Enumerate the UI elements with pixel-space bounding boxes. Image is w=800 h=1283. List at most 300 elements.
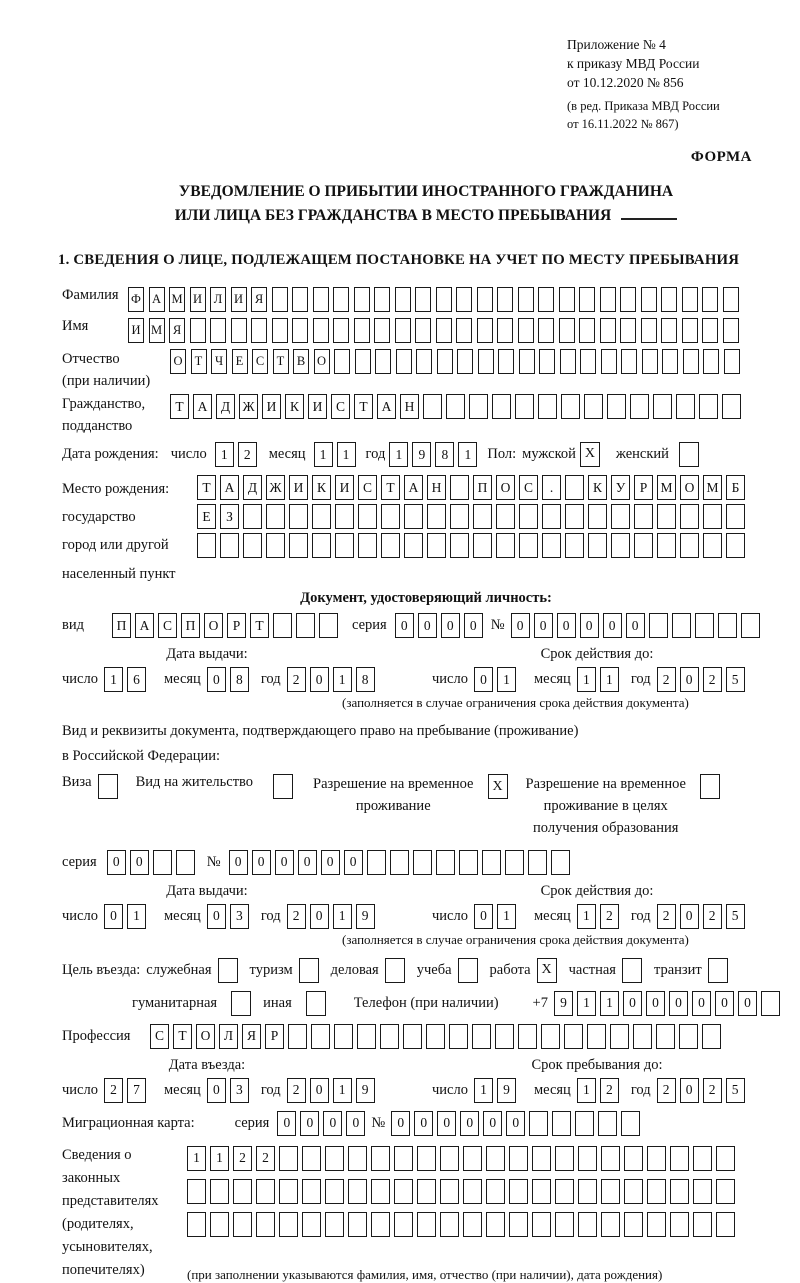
char-box[interactable]: 1: [104, 667, 123, 692]
char-box[interactable]: [542, 533, 561, 558]
char-box[interactable]: [395, 318, 411, 343]
char-box[interactable]: [348, 1146, 367, 1171]
char-box[interactable]: [272, 318, 288, 343]
char-box[interactable]: [358, 504, 377, 529]
char-box[interactable]: [289, 504, 308, 529]
identity-doc-series-field[interactable]: [395, 613, 487, 638]
char-box[interactable]: [542, 504, 561, 529]
char-box[interactable]: 0: [346, 1111, 365, 1136]
purpose-official-checkbox[interactable]: [218, 958, 238, 983]
char-box[interactable]: 0: [207, 667, 226, 692]
char-box[interactable]: [302, 1179, 321, 1204]
char-box[interactable]: [699, 394, 718, 419]
purpose-tourism-checkbox[interactable]: [299, 958, 319, 983]
char-box[interactable]: [279, 1212, 298, 1237]
char-box[interactable]: [647, 1179, 666, 1204]
char-box[interactable]: [679, 1024, 698, 1049]
char-box[interactable]: [473, 533, 492, 558]
char-box[interactable]: [273, 613, 292, 638]
char-box[interactable]: [624, 1179, 643, 1204]
char-box[interactable]: [302, 1212, 321, 1237]
char-box[interactable]: 0: [418, 613, 437, 638]
char-box[interactable]: Н: [427, 475, 446, 500]
char-box[interactable]: 5: [726, 904, 745, 929]
char-box[interactable]: [726, 533, 745, 558]
char-box[interactable]: Ж: [266, 475, 285, 500]
char-box[interactable]: [579, 318, 595, 343]
char-box[interactable]: 0: [107, 850, 126, 875]
char-box[interactable]: [741, 613, 760, 638]
char-box[interactable]: [266, 504, 285, 529]
char-box[interactable]: О: [314, 349, 330, 374]
purpose-work-checkbox[interactable]: X: [537, 958, 557, 983]
char-box[interactable]: 0: [321, 850, 340, 875]
char-box[interactable]: 3: [230, 904, 249, 929]
char-box[interactable]: [374, 318, 390, 343]
char-box[interactable]: [641, 318, 657, 343]
patronymic-field[interactable]: [170, 349, 744, 374]
char-box[interactable]: [423, 394, 442, 419]
representatives-field-line3[interactable]: [187, 1212, 739, 1237]
char-box[interactable]: Т: [197, 475, 216, 500]
char-box[interactable]: 0: [277, 1111, 296, 1136]
char-box[interactable]: 0: [474, 904, 493, 929]
char-box[interactable]: 0: [580, 613, 599, 638]
birth-day-field[interactable]: [215, 442, 261, 467]
char-box[interactable]: Л: [210, 287, 226, 312]
char-box[interactable]: 1: [215, 442, 234, 467]
char-box[interactable]: [381, 504, 400, 529]
char-box[interactable]: А: [193, 394, 212, 419]
char-box[interactable]: И: [190, 287, 206, 312]
char-box[interactable]: [693, 1212, 712, 1237]
char-box[interactable]: 7: [127, 1078, 146, 1103]
char-box[interactable]: [647, 1146, 666, 1171]
char-box[interactable]: М: [657, 475, 676, 500]
stay-issue-month[interactable]: [207, 904, 253, 929]
identity-doc-type-field[interactable]: [112, 613, 342, 638]
char-box[interactable]: [724, 349, 740, 374]
char-box[interactable]: 2: [703, 1078, 722, 1103]
char-box[interactable]: [497, 287, 513, 312]
char-box[interactable]: 0: [474, 667, 493, 692]
char-box[interactable]: Я: [242, 1024, 261, 1049]
char-box[interactable]: [292, 287, 308, 312]
char-box[interactable]: [693, 1179, 712, 1204]
char-box[interactable]: 0: [680, 904, 699, 929]
char-box[interactable]: [657, 504, 676, 529]
char-box[interactable]: [355, 349, 371, 374]
sex-female-checkbox[interactable]: [679, 442, 699, 467]
char-box[interactable]: [296, 613, 315, 638]
char-box[interactable]: [702, 318, 718, 343]
char-box[interactable]: [519, 533, 538, 558]
char-box[interactable]: [723, 318, 739, 343]
char-box[interactable]: С: [150, 1024, 169, 1049]
char-box[interactable]: [459, 850, 478, 875]
char-box[interactable]: [661, 287, 677, 312]
char-box[interactable]: [367, 850, 386, 875]
char-box[interactable]: 0: [623, 991, 642, 1016]
char-box[interactable]: [620, 287, 636, 312]
char-box[interactable]: [335, 504, 354, 529]
char-box[interactable]: [472, 1024, 491, 1049]
char-box[interactable]: [561, 394, 580, 419]
char-box[interactable]: 9: [356, 904, 375, 929]
surname-field[interactable]: [128, 287, 743, 312]
char-box[interactable]: [518, 287, 534, 312]
char-box[interactable]: С: [358, 475, 377, 500]
char-box[interactable]: [456, 318, 472, 343]
char-box[interactable]: [559, 318, 575, 343]
char-box[interactable]: [600, 318, 616, 343]
char-box[interactable]: [477, 287, 493, 312]
char-box[interactable]: [210, 1179, 229, 1204]
stay-issue-day[interactable]: [104, 904, 150, 929]
visa-checkbox[interactable]: [98, 774, 118, 799]
char-box[interactable]: [394, 1146, 413, 1171]
char-box[interactable]: [396, 349, 412, 374]
char-box[interactable]: [415, 318, 431, 343]
char-box[interactable]: [450, 475, 469, 500]
entry-year[interactable]: [287, 1078, 379, 1103]
char-box[interactable]: И: [308, 394, 327, 419]
char-box[interactable]: 0: [310, 904, 329, 929]
char-box[interactable]: И: [335, 475, 354, 500]
char-box[interactable]: [680, 533, 699, 558]
char-box[interactable]: 0: [460, 1111, 479, 1136]
char-box[interactable]: П: [181, 613, 200, 638]
char-box[interactable]: [187, 1179, 206, 1204]
char-box[interactable]: [519, 504, 538, 529]
char-box[interactable]: Ч: [211, 349, 227, 374]
char-box[interactable]: [653, 394, 672, 419]
char-box[interactable]: 0: [692, 991, 711, 1016]
char-box[interactable]: М: [703, 475, 722, 500]
char-box[interactable]: 2: [703, 904, 722, 929]
char-box[interactable]: Т: [170, 394, 189, 419]
char-box[interactable]: [565, 475, 584, 500]
char-box[interactable]: К: [312, 475, 331, 500]
char-box[interactable]: [498, 349, 514, 374]
char-box[interactable]: [404, 504, 423, 529]
char-box[interactable]: 1: [333, 904, 352, 929]
char-box[interactable]: С: [158, 613, 177, 638]
char-box[interactable]: 5: [726, 667, 745, 692]
identity-issue-month[interactable]: [207, 667, 253, 692]
char-box[interactable]: С: [519, 475, 538, 500]
char-box[interactable]: [390, 850, 409, 875]
char-box[interactable]: Т: [273, 349, 289, 374]
char-box[interactable]: 1: [577, 1078, 596, 1103]
char-box[interactable]: [473, 504, 492, 529]
char-box[interactable]: [210, 1212, 229, 1237]
char-box[interactable]: [335, 533, 354, 558]
char-box[interactable]: 8: [356, 667, 375, 692]
char-box[interactable]: [413, 850, 432, 875]
char-box[interactable]: Р: [265, 1024, 284, 1049]
char-box[interactable]: [446, 394, 465, 419]
char-box[interactable]: 2: [657, 1078, 676, 1103]
char-box[interactable]: [478, 349, 494, 374]
char-box[interactable]: [680, 504, 699, 529]
char-box[interactable]: [607, 394, 626, 419]
birth-month-field[interactable]: [314, 442, 360, 467]
char-box[interactable]: Д: [243, 475, 262, 500]
char-box[interactable]: [190, 318, 206, 343]
char-box[interactable]: 0: [437, 1111, 456, 1136]
char-box[interactable]: [482, 850, 501, 875]
char-box[interactable]: О: [196, 1024, 215, 1049]
char-box[interactable]: [723, 287, 739, 312]
char-box[interactable]: 2: [287, 667, 306, 692]
char-box[interactable]: [564, 1024, 583, 1049]
char-box[interactable]: 0: [310, 667, 329, 692]
char-box[interactable]: [486, 1212, 505, 1237]
char-box[interactable]: [703, 349, 719, 374]
char-box[interactable]: 0: [275, 850, 294, 875]
char-box[interactable]: [333, 287, 349, 312]
char-box[interactable]: П: [112, 613, 131, 638]
char-box[interactable]: [682, 318, 698, 343]
char-box[interactable]: [624, 1212, 643, 1237]
char-box[interactable]: [463, 1146, 482, 1171]
char-box[interactable]: [256, 1212, 275, 1237]
char-box[interactable]: [334, 349, 350, 374]
stay-expiry-day[interactable]: [474, 904, 520, 929]
char-box[interactable]: 0: [483, 1111, 502, 1136]
char-box[interactable]: [495, 1024, 514, 1049]
char-box[interactable]: [761, 991, 780, 1016]
char-box[interactable]: 9: [554, 991, 573, 1016]
char-box[interactable]: И: [231, 287, 247, 312]
char-box[interactable]: [559, 287, 575, 312]
char-box[interactable]: [551, 850, 570, 875]
char-box[interactable]: М: [169, 287, 185, 312]
edu-residence-checkbox[interactable]: [700, 774, 720, 799]
purpose-transit-checkbox[interactable]: [708, 958, 728, 983]
char-box[interactable]: [703, 533, 722, 558]
char-box[interactable]: 1: [337, 442, 356, 467]
char-box[interactable]: 0: [680, 1078, 699, 1103]
char-box[interactable]: [532, 1179, 551, 1204]
char-box[interactable]: [325, 1179, 344, 1204]
char-box[interactable]: Б: [726, 475, 745, 500]
char-box[interactable]: [670, 1179, 689, 1204]
char-box[interactable]: 0: [680, 667, 699, 692]
char-box[interactable]: 0: [300, 1111, 319, 1136]
birth-place-field-line1[interactable]: [197, 475, 749, 500]
char-box[interactable]: А: [149, 287, 165, 312]
char-box[interactable]: [311, 1024, 330, 1049]
char-box[interactable]: Я: [169, 318, 185, 343]
char-box[interactable]: [416, 349, 432, 374]
char-box[interactable]: .: [542, 475, 561, 500]
char-box[interactable]: [394, 1212, 413, 1237]
stay-expiry-month[interactable]: [577, 904, 623, 929]
char-box[interactable]: [486, 1146, 505, 1171]
char-box[interactable]: 0: [252, 850, 271, 875]
char-box[interactable]: [427, 533, 446, 558]
char-box[interactable]: [469, 394, 488, 419]
char-box[interactable]: 1: [474, 1078, 493, 1103]
char-box[interactable]: [348, 1179, 367, 1204]
char-box[interactable]: [552, 1111, 571, 1136]
char-box[interactable]: [726, 504, 745, 529]
char-box[interactable]: Р: [227, 613, 246, 638]
char-box[interactable]: [477, 318, 493, 343]
char-box[interactable]: 0: [534, 613, 553, 638]
char-box[interactable]: [538, 318, 554, 343]
char-box[interactable]: [266, 533, 285, 558]
char-box[interactable]: 0: [715, 991, 734, 1016]
stay-until-year[interactable]: [657, 1078, 749, 1103]
char-box[interactable]: [538, 287, 554, 312]
char-box[interactable]: [539, 349, 555, 374]
char-box[interactable]: [670, 1146, 689, 1171]
char-box[interactable]: [702, 1024, 721, 1049]
char-box[interactable]: [374, 287, 390, 312]
char-box[interactable]: [354, 287, 370, 312]
birth-place-field-line2[interactable]: [197, 504, 749, 529]
char-box[interactable]: [395, 287, 411, 312]
char-box[interactable]: [683, 349, 699, 374]
char-box[interactable]: Т: [191, 349, 207, 374]
char-box[interactable]: 9: [497, 1078, 516, 1103]
char-box[interactable]: 2: [238, 442, 257, 467]
char-box[interactable]: [153, 850, 172, 875]
char-box[interactable]: [325, 1146, 344, 1171]
char-box[interactable]: [325, 1212, 344, 1237]
char-box[interactable]: [333, 318, 349, 343]
char-box[interactable]: [587, 1024, 606, 1049]
char-box[interactable]: [541, 1024, 560, 1049]
char-box[interactable]: [555, 1179, 574, 1204]
char-box[interactable]: 0: [391, 1111, 410, 1136]
char-box[interactable]: [601, 1179, 620, 1204]
char-box[interactable]: 0: [207, 1078, 226, 1103]
char-box[interactable]: [437, 349, 453, 374]
char-box[interactable]: [588, 533, 607, 558]
migration-card-series-field[interactable]: [277, 1111, 369, 1136]
char-box[interactable]: 2: [600, 904, 619, 929]
char-box[interactable]: [313, 318, 329, 343]
char-box[interactable]: [634, 533, 653, 558]
stay-doc-series-field[interactable]: [107, 850, 199, 875]
char-box[interactable]: 1: [127, 904, 146, 929]
char-box[interactable]: 0: [441, 613, 460, 638]
char-box[interactable]: 2: [256, 1146, 275, 1171]
char-box[interactable]: 0: [738, 991, 757, 1016]
char-box[interactable]: [440, 1179, 459, 1204]
char-box[interactable]: [496, 533, 515, 558]
char-box[interactable]: [457, 349, 473, 374]
char-box[interactable]: [279, 1146, 298, 1171]
char-box[interactable]: [634, 504, 653, 529]
char-box[interactable]: И: [128, 318, 144, 343]
char-box[interactable]: [662, 349, 678, 374]
char-box[interactable]: [578, 1212, 597, 1237]
temp-residence-checkbox[interactable]: X: [488, 774, 508, 799]
char-box[interactable]: 5: [726, 1078, 745, 1103]
given-name-field[interactable]: [128, 318, 743, 343]
char-box[interactable]: [611, 504, 630, 529]
char-box[interactable]: 0: [603, 613, 622, 638]
char-box[interactable]: 0: [669, 991, 688, 1016]
char-box[interactable]: [463, 1179, 482, 1204]
char-box[interactable]: Ж: [239, 394, 258, 419]
char-box[interactable]: 1: [600, 991, 619, 1016]
birth-place-field-line3[interactable]: [197, 533, 749, 558]
char-box[interactable]: [578, 1179, 597, 1204]
char-box[interactable]: [497, 318, 513, 343]
char-box[interactable]: У: [611, 475, 630, 500]
char-box[interactable]: 1: [333, 1078, 352, 1103]
purpose-study-checkbox[interactable]: [458, 958, 478, 983]
char-box[interactable]: 2: [287, 1078, 306, 1103]
char-box[interactable]: [426, 1024, 445, 1049]
char-box[interactable]: 2: [657, 667, 676, 692]
char-box[interactable]: [565, 504, 584, 529]
char-box[interactable]: П: [473, 475, 492, 500]
char-box[interactable]: 0: [207, 904, 226, 929]
char-box[interactable]: [289, 533, 308, 558]
char-box[interactable]: Р: [634, 475, 653, 500]
char-box[interactable]: [381, 533, 400, 558]
char-box[interactable]: [722, 394, 741, 419]
char-box[interactable]: Д: [216, 394, 235, 419]
char-box[interactable]: [463, 1212, 482, 1237]
char-box[interactable]: [371, 1212, 390, 1237]
identity-expiry-month[interactable]: [577, 667, 623, 692]
profession-field[interactable]: [150, 1024, 725, 1049]
char-box[interactable]: [313, 287, 329, 312]
stay-doc-number-field[interactable]: [229, 850, 574, 875]
char-box[interactable]: 0: [506, 1111, 525, 1136]
char-box[interactable]: Н: [400, 394, 419, 419]
char-box[interactable]: [348, 1212, 367, 1237]
char-box[interactable]: А: [377, 394, 396, 419]
char-box[interactable]: [519, 349, 535, 374]
char-box[interactable]: Т: [354, 394, 373, 419]
char-box[interactable]: З: [220, 504, 239, 529]
representatives-field-line2[interactable]: [187, 1179, 739, 1204]
char-box[interactable]: 0: [414, 1111, 433, 1136]
char-box[interactable]: 0: [104, 904, 123, 929]
char-box[interactable]: [575, 1111, 594, 1136]
purpose-humanitarian-checkbox[interactable]: [231, 991, 251, 1016]
char-box[interactable]: [695, 613, 714, 638]
char-box[interactable]: С: [252, 349, 268, 374]
char-box[interactable]: [243, 504, 262, 529]
char-box[interactable]: [403, 1024, 422, 1049]
stay-expiry-year[interactable]: [657, 904, 749, 929]
char-box[interactable]: [486, 1179, 505, 1204]
char-box[interactable]: [624, 1146, 643, 1171]
char-box[interactable]: Т: [173, 1024, 192, 1049]
purpose-business-checkbox[interactable]: [385, 958, 405, 983]
char-box[interactable]: И: [262, 394, 281, 419]
char-box[interactable]: [354, 318, 370, 343]
char-box[interactable]: [436, 318, 452, 343]
char-box[interactable]: [601, 1146, 620, 1171]
purpose-private-checkbox[interactable]: [622, 958, 642, 983]
char-box[interactable]: [243, 533, 262, 558]
char-box[interactable]: [641, 287, 657, 312]
purpose-other-checkbox[interactable]: [306, 991, 326, 1016]
char-box[interactable]: [528, 850, 547, 875]
char-box[interactable]: 2: [703, 667, 722, 692]
